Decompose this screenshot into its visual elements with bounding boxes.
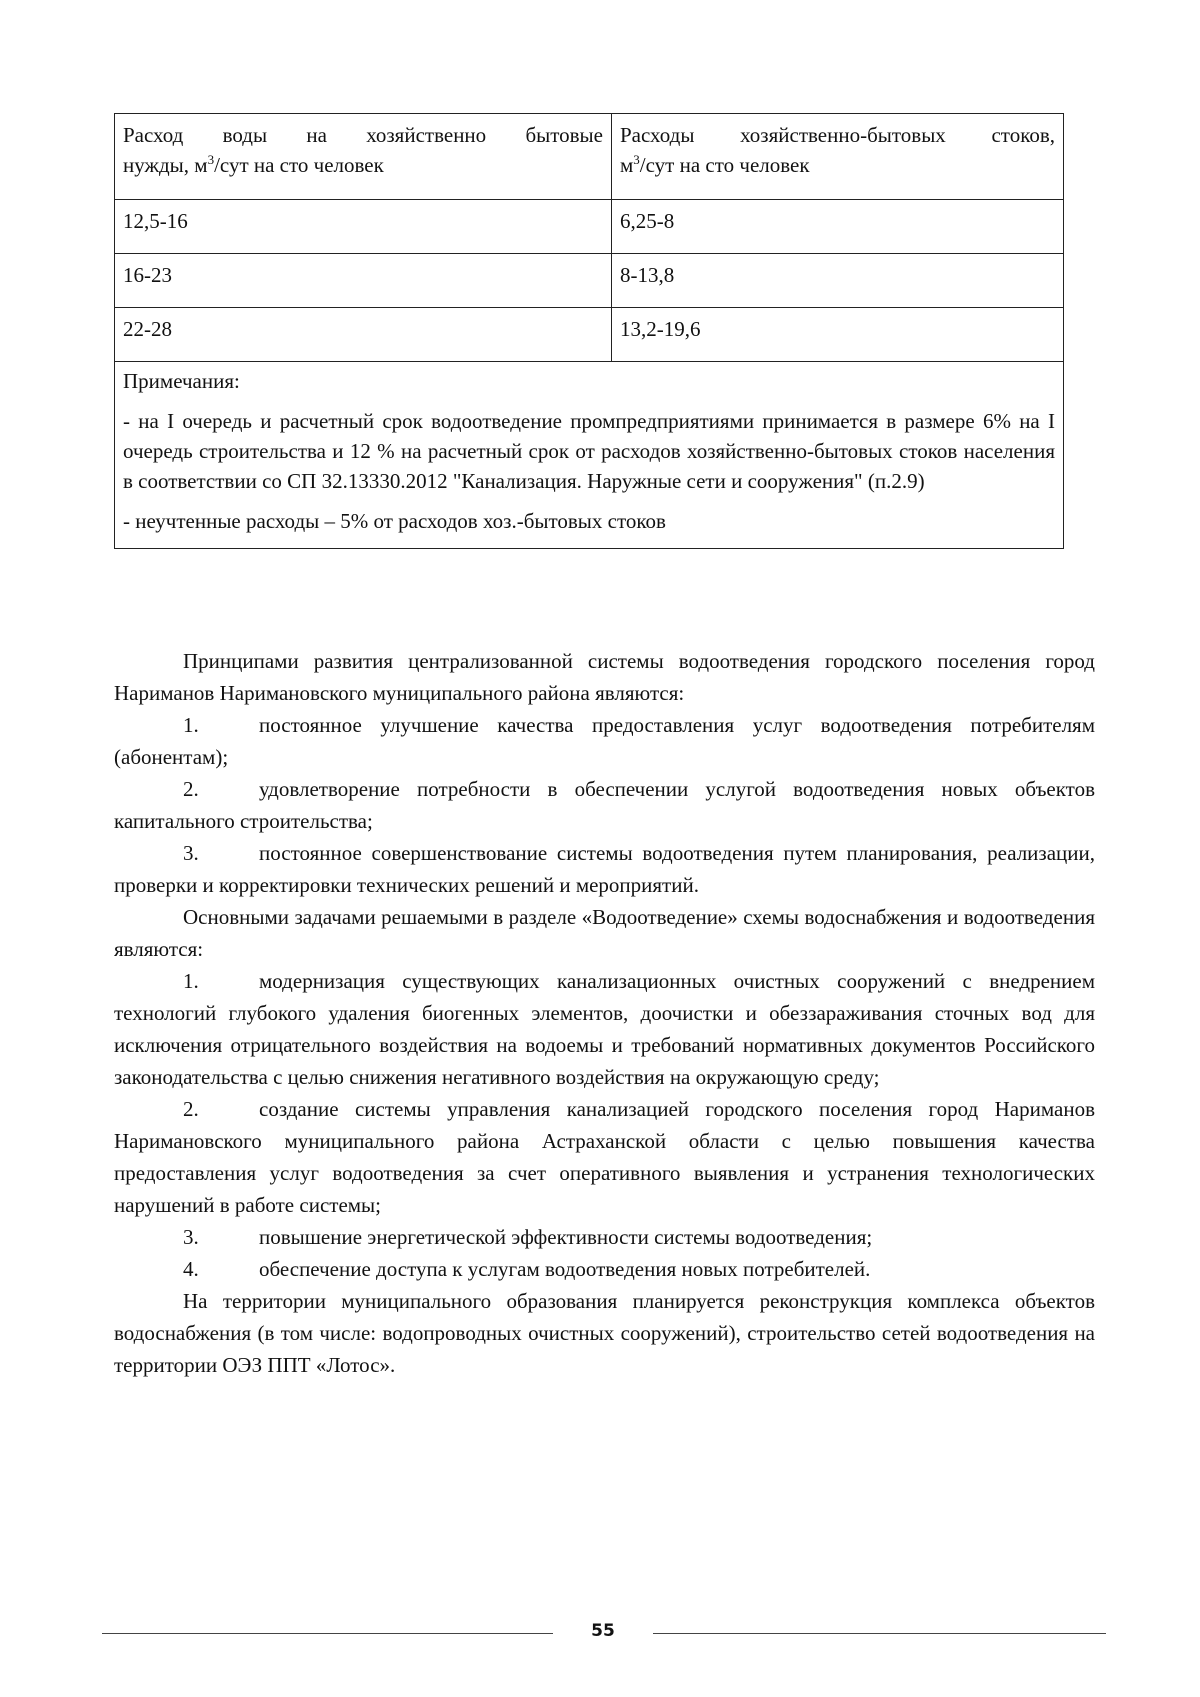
table-row — [115, 200, 1064, 254]
header-right-unit-b: /сут на сто человек — [639, 153, 810, 177]
item-number: 2. — [183, 777, 199, 801]
wastewater-table — [114, 113, 1064, 549]
table-header-row — [115, 114, 1064, 200]
principle-item — [114, 773, 1095, 837]
notes-cell — [115, 362, 1064, 549]
sewage-cell: 8-13,8 — [612, 254, 1064, 308]
water-cell: 16-23 — [115, 254, 612, 308]
notes-row — [115, 362, 1064, 549]
header-right-line1: Расходы хозяйственно-бытовых стоков, — [620, 123, 1055, 147]
item-text: обеспечение доступа к услугам водоотведения новых потребителей. — [259, 1257, 871, 1281]
page-footer — [102, 1621, 1106, 1657]
header-right-line2 — [620, 150, 1055, 180]
item-number: 4. — [183, 1257, 199, 1281]
closing-paragraph: На территории муниципального образования планируется реконструкция комплекса объектов водоснабжения (в том числе: водопроводных очистных сооружений), строительство сетей водоотведения на территории ОЭЗ ППТ «Лотос». — [114, 1289, 1095, 1377]
task-item — [114, 1221, 1095, 1253]
principle-item — [114, 837, 1095, 901]
item-text: создание системы управления канализацией городского поселения город Нариманов Наримановского муниципального района Астраханской области с целью повышения качества предоставления услуг водоотведения за счет оперативного выявления и устранения технологических нарушений в работе системы; — [114, 1097, 1095, 1217]
notes-title: Примечания: — [123, 369, 240, 393]
header-water-consumption — [115, 114, 612, 200]
header-left-unit-a: нужды, м — [123, 153, 208, 177]
table-row — [115, 308, 1064, 362]
header-right-unit-a: м — [620, 153, 634, 177]
header-left-unit-b: /сут на сто человек — [214, 153, 384, 177]
item-text: постоянное совершенствование системы водоотведения путем планирования, реализации, проверки и корректировки технических решений и мероприятий. — [114, 841, 1095, 897]
header-left-line1: Расход воды на хозяйственно бытовые — [123, 123, 603, 147]
water-cell: 22-28 — [115, 308, 612, 362]
task-item — [114, 965, 1095, 1093]
note-2: - неучтенные расходы – 5% от расходов хоз.-бытовых стоков — [123, 509, 666, 533]
item-text: постоянное улучшение качества предоставления услуг водоотведения потребителям (абонентам); — [114, 713, 1095, 769]
page-number: 55 — [591, 1621, 615, 1641]
footer-rule-left — [102, 1633, 553, 1634]
item-text: повышение энергетической эффективности системы водоотведения; — [259, 1225, 873, 1249]
document-body — [114, 645, 1095, 1381]
principles-intro: Принципами развития централизованной системы водоотведения городского поселения город Нариманов Наримановского муниципального района являются: — [114, 649, 1095, 705]
item-text: удовлетворение потребности в обеспечении услугой водоотведения новых объектов капитального строительства; — [114, 777, 1095, 833]
footer-rule-right — [653, 1633, 1106, 1634]
item-number: 1. — [183, 713, 199, 737]
water-cell: 12,5-16 — [115, 200, 612, 254]
task-item — [114, 1253, 1095, 1285]
header-left-sup: 3 — [207, 152, 215, 167]
item-number: 2. — [183, 1097, 199, 1121]
header-right-sup: 3 — [633, 152, 640, 167]
header-sewage-flow — [612, 114, 1064, 200]
item-number: 3. — [183, 841, 199, 865]
item-number: 1. — [183, 969, 199, 993]
sewage-cell: 6,25-8 — [612, 200, 1064, 254]
table-row — [115, 254, 1064, 308]
task-item — [114, 1093, 1095, 1221]
tasks-intro: Основными задачами решаемыми в разделе «Водоотведение» схемы водоснабжения и водоотведения являются: — [114, 905, 1095, 961]
principle-item — [114, 709, 1095, 773]
sewage-cell: 13,2-19,6 — [612, 308, 1064, 362]
item-text: модернизация существующих канализационных очистных сооружений с внедрением технологий глубокого удаления биогенных элементов, доочистки и обеззараживания сточных вод для исключения отрицательного воздействия на водоемы и требований нормативных документов Российского законодательства с целью снижения негативного воздействия на окружающую среду; — [114, 969, 1095, 1089]
item-number: 3. — [183, 1225, 199, 1249]
header-left-line2 — [123, 150, 603, 180]
note-1: - на I очередь и расчетный срок водоотведение промпредприятиями принимается в размере 6% на I очередь строительства и 12 % на расчетный срок от расходов хозяйственно-бытовых стоков населения в соответствии со СП 32.13330.2012 "Канализация. Наружные сети и сооружения" (п.2.9) — [123, 409, 1055, 493]
